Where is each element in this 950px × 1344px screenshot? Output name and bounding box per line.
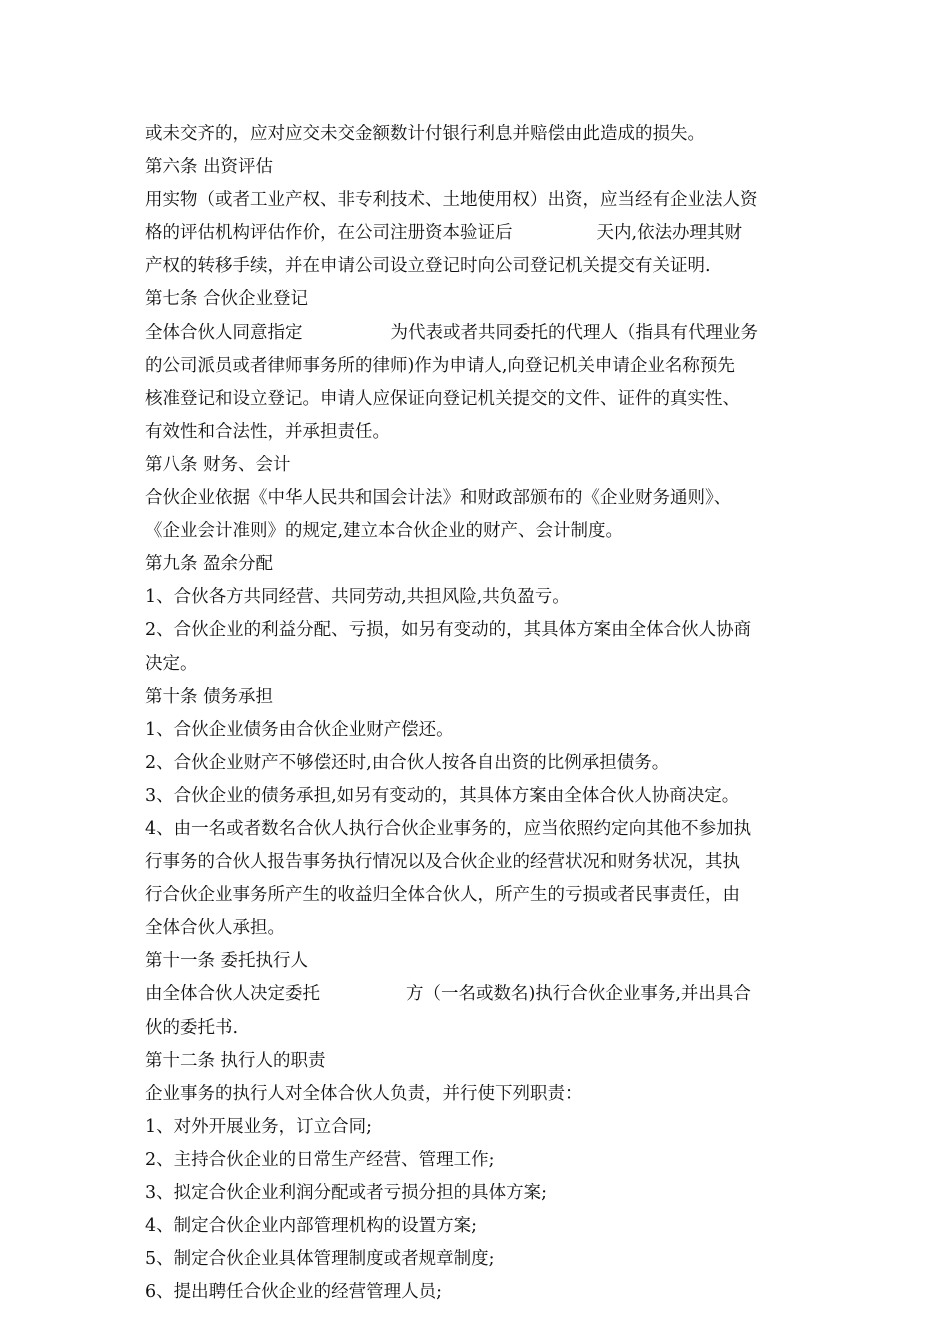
list-item: 5、制定合伙企业具体管理制度或者规章制度; [145,1249,495,1270]
list-item: 2、主持合伙企业的日常生产经营、管理工作; [145,1149,495,1170]
paragraph-line: 行事务的合伙人报告事务执行情况以及合伙企业的经营状况和财务状况，其执 [145,852,740,873]
line-text-after-blank: 方（一名或数名)执行合伙企业事务,并出具合 [406,984,751,1005]
paragraph-line: 行合伙企业事务所产生的收益归全体合伙人，所产生的亏损或者民事责任，由 [145,885,740,906]
list-item: 1、对外开展业务，订立合同; [145,1116,373,1137]
article-11-heading: 第十一条 委托执行人 [145,951,309,972]
paragraph-line: 《企业会计准则》的规定,建立本合伙企业的财产、会计制度。 [145,521,624,542]
line-text-before-blank: 格的评估机构评估作价，在公司注册资本验证后 [145,223,513,244]
paragraph-line: 合伙企业依据《中华人民共和国会计法》和财政部颁布的《企业财务通则》、 [145,488,732,509]
article-6-heading: 第六条 出资评估 [145,157,274,178]
line-text-before-blank: 全体合伙人同意指定 [145,322,303,343]
paragraph-line: 有效性和合法性，并承担责任。 [145,421,390,442]
article-9-heading: 第九条 盈余分配 [145,554,274,575]
paragraph-line: 用实物（或者工业产权、非专利技术、土地使用权）出资，应当经有企业法人资 [145,190,758,211]
line-text-after-blank: 为代表或者共同委托的代理人（指具有代理业务 [390,322,758,343]
document-body [145,118,815,1309]
paragraph-line-with-blank [145,317,815,350]
paragraph-line: 企业事务的执行人对全体合伙人负责，并行使下列职责： [145,1083,583,1104]
paragraph-line: 决定。 [145,653,198,674]
paragraph-line-with-blank [145,978,815,1011]
list-item: 4、制定合伙企业内部管理机构的设置方案; [145,1216,478,1237]
paragraph-line: 全体合伙人承担。 [145,918,285,939]
paragraph-line: 或未交齐的，应对应交未交金额数计付银行利息并赔偿由此造成的损失。 [145,124,705,144]
paragraph-line: 产权的转移手续，并在申请公司设立登记时向公司登记机关提交有关证明. [145,256,711,277]
list-item: 3、合伙企业的债务承担,如另有变动的，其具体方案由全体合伙人协商决定。 [145,785,740,806]
list-item: 3、拟定合伙企业利润分配或者亏损分担的具体方案; [145,1183,548,1203]
list-item: 2、合伙企业的利益分配、亏损，如另有变动的，其具体方案由全体合伙人协商 [145,620,752,641]
list-item: 2、合伙企业财产不够偿还时,由合伙人按各自出资的比例承担债务。 [145,752,670,773]
line-text-before-blank: 由全体合伙人决定委托 [145,984,320,1005]
list-item: 1、合伙各方共同经营、共同劳动,共担风险,共负盈亏。 [145,587,570,608]
paragraph-line: 核准登记和设立登记。申请人应保证向登记机关提交的文件、证件的真实性、 [145,388,740,409]
article-10-heading: 第十条 债务承担 [145,686,274,707]
list-item: 6、提出聘任合伙企业的经营管理人员; [145,1282,443,1303]
list-item: 1、合伙企业债务由合伙企业财产偿还。 [145,719,454,740]
line-text-after-blank: 天内,依法办理其财 [596,223,743,244]
paragraph-line: 伙的委托书. [145,1017,239,1038]
article-12-heading: 第十二条 执行人的职责 [145,1050,326,1071]
paragraph-line: 的公司派员或者律师事务所的律师)作为申请人,向登记机关申请企业名称预先 [145,355,735,376]
paragraph-line-with-blank [145,217,815,250]
article-8-heading: 第八条 财务、会计 [145,454,291,475]
list-item: 4、由一名或者数名合伙人执行合伙企业事务的，应当依照约定向其他不参加执 [145,818,752,839]
article-7-heading: 第七条 合伙企业登记 [145,289,309,310]
